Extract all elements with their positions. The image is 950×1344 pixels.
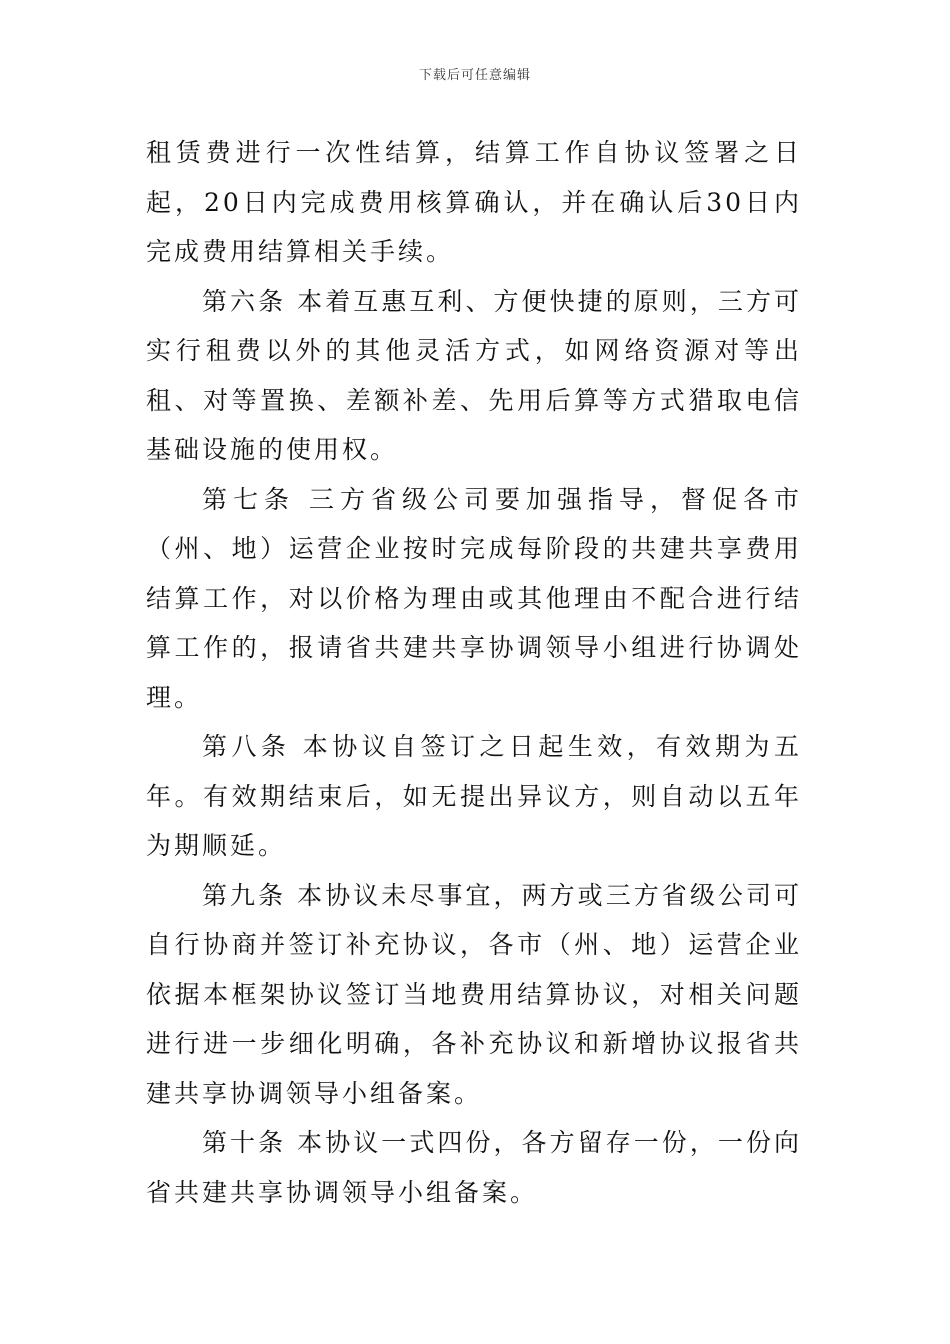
article-6-paragraph: 第六条 本着互惠互利、方便快捷的原则，三方可实行租费以外的其他灵活方式，如网络资源对等出租、对等置换、差额补差、先用后算等方式猎取电信基础设施的使用权。 [146, 286, 802, 464]
article-9-paragraph: 第九条 本协议未尽事宜，两方或三方省级公司可自行协商并签订补充协议，各市（州、地）运营企业依据本框架协议签订当地费用结算协议，对相关问题进行进一步细化明确，各补充协议和新增协议报省共建共享协调领导小组备案。 [146, 880, 802, 1108]
article-7-paragraph: 第七条 三方省级公司要加强指导，督促各市（州、地）运营企业按时完成每阶段的共建共享费用结算工作，对以价格为理由或其他理由不配合进行结算工作的，报请省共建共享协调领导小组进行协调处理。 [146, 484, 802, 712]
article-10-paragraph: 第十条 本协议一式四份，各方留存一份，一份向省共建共享协调领导小组备案。 [146, 1128, 802, 1207]
paragraph-continuation: 租赁费进行一次性结算，结算工作自协议签署之日起，20日内完成费用核算确认，并在确认后30日内完成费用结算相关手续。 [146, 138, 802, 266]
article-8-paragraph: 第八条 本协议自签订之日起生效，有效期为五年。有效期结束后，如无提出异议方，则自动以五年为期顺延。 [146, 732, 802, 860]
document-body [146, 128, 802, 1217]
page-header: 下载后可任意编辑 [418, 68, 531, 83]
